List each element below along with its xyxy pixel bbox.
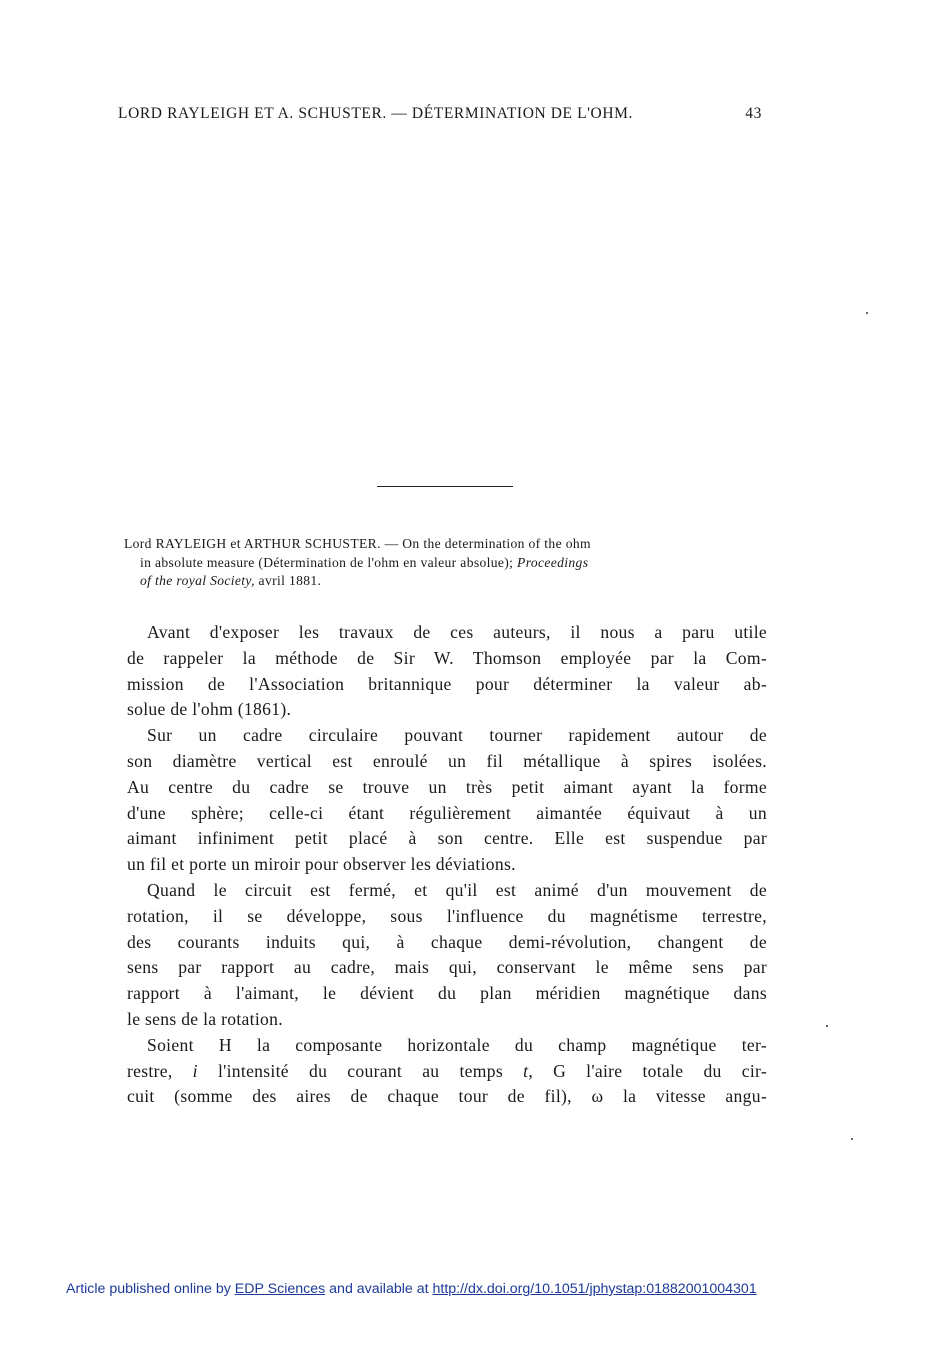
text-line: Sur un cadre circulaire pouvant tourner rapidement autour de — [147, 725, 767, 746]
text-line: solue de l'ohm (1861). — [127, 699, 292, 720]
footer-prefix: Article published online by — [66, 1281, 235, 1297]
paragraph-2 — [127, 723, 767, 878]
biblio-journal-end: of the royal Society, — [140, 573, 255, 588]
text-line — [127, 1059, 767, 1085]
scan-speck — [866, 312, 868, 314]
text-line: des courants induits qui, à chaque demi-révolution, changent de — [127, 931, 767, 952]
doi-link[interactable]: http://dx.doi.org/10.1051/jphystap:01882001004301 — [432, 1281, 757, 1297]
footer-middle: and available at — [325, 1281, 433, 1297]
section-rule — [377, 486, 513, 487]
running-head — [118, 103, 762, 125]
bibliographic-reference — [124, 535, 766, 591]
paragraph-4 — [127, 1033, 767, 1110]
text-line: aimant infiniment petit placé à son centre. Elle est suspendue par — [127, 828, 767, 849]
variable-t: t — [523, 1060, 529, 1081]
text-line: Soient H la composante horizontale du champ magnétique ter- — [147, 1034, 767, 1055]
text-line: de rappeler la méthode de Sir W. Thomson employée par la Com- — [127, 647, 767, 668]
biblio-date: avril 1881. — [254, 573, 322, 588]
text-line: son diamètre vertical est enroulé un fil métallique à spires isolées. — [127, 750, 767, 771]
text-run: restre, — [127, 1060, 193, 1081]
text-line: d'une sphère; celle-ci étant régulièrement aimantée équivaut à un — [127, 802, 767, 823]
text-line: Quand le circuit est fermé, et qu'il est animé d'un mouvement de — [147, 879, 767, 900]
body-text — [127, 620, 767, 1110]
scan-speck — [826, 1025, 828, 1027]
biblio-line-1 — [124, 535, 766, 554]
text-line: un fil et porte un miroir pour observer les déviations. — [127, 854, 516, 875]
text-line: mission de l'Association britannique pour déterminer la valeur ab- — [127, 673, 767, 694]
biblio-authors: Lord RAYLEIGH et ARTHUR SCHUSTER. — [124, 536, 381, 551]
biblio-title-end: in absolute measure (Détermination de l'ohm en valeur absolue); — [140, 554, 514, 570]
scan-speck — [851, 1138, 853, 1140]
text-line: le sens de la rotation. — [127, 1008, 283, 1029]
biblio-journal-start: Proceedings — [513, 554, 589, 570]
text-line: sens par rapport au cadre, mais qui, conservant le même sens par — [127, 957, 767, 978]
text-run: l'intensité du courant au temps — [197, 1060, 524, 1081]
text-line: Avant d'exposer les travaux de ces auteurs, il nous a paru utile — [147, 622, 767, 642]
paragraph-3 — [127, 878, 767, 1033]
text-run: , G l'aire totale du cir- — [528, 1060, 767, 1081]
biblio-line-3 — [124, 572, 766, 591]
text-line: rapport à l'aimant, le dévient du plan méridien magnétique dans — [127, 983, 767, 1004]
text-line: cuit (somme des aires de chaque tour de fil), ω la vitesse angu- — [127, 1086, 767, 1107]
page-number: 43 — [745, 105, 762, 122]
biblio-line-2 — [124, 554, 766, 573]
running-title: LORD RAYLEIGH ET A. SCHUSTER. — DÉTERMINATION DE L'OHM. — [118, 105, 633, 122]
variable-i: i — [192, 1060, 198, 1081]
text-line: Au centre du cadre se trouve un très petit aimant ayant la forme — [127, 776, 767, 797]
text-line: rotation, il se développe, sous l'influence du magnétisme terrestre, — [127, 905, 767, 926]
publisher-link[interactable]: EDP Sciences — [234, 1281, 326, 1297]
footer — [66, 1281, 866, 1297]
paragraph-1 — [127, 620, 767, 723]
biblio-title-start: — On the determination of the ohm — [380, 536, 591, 551]
